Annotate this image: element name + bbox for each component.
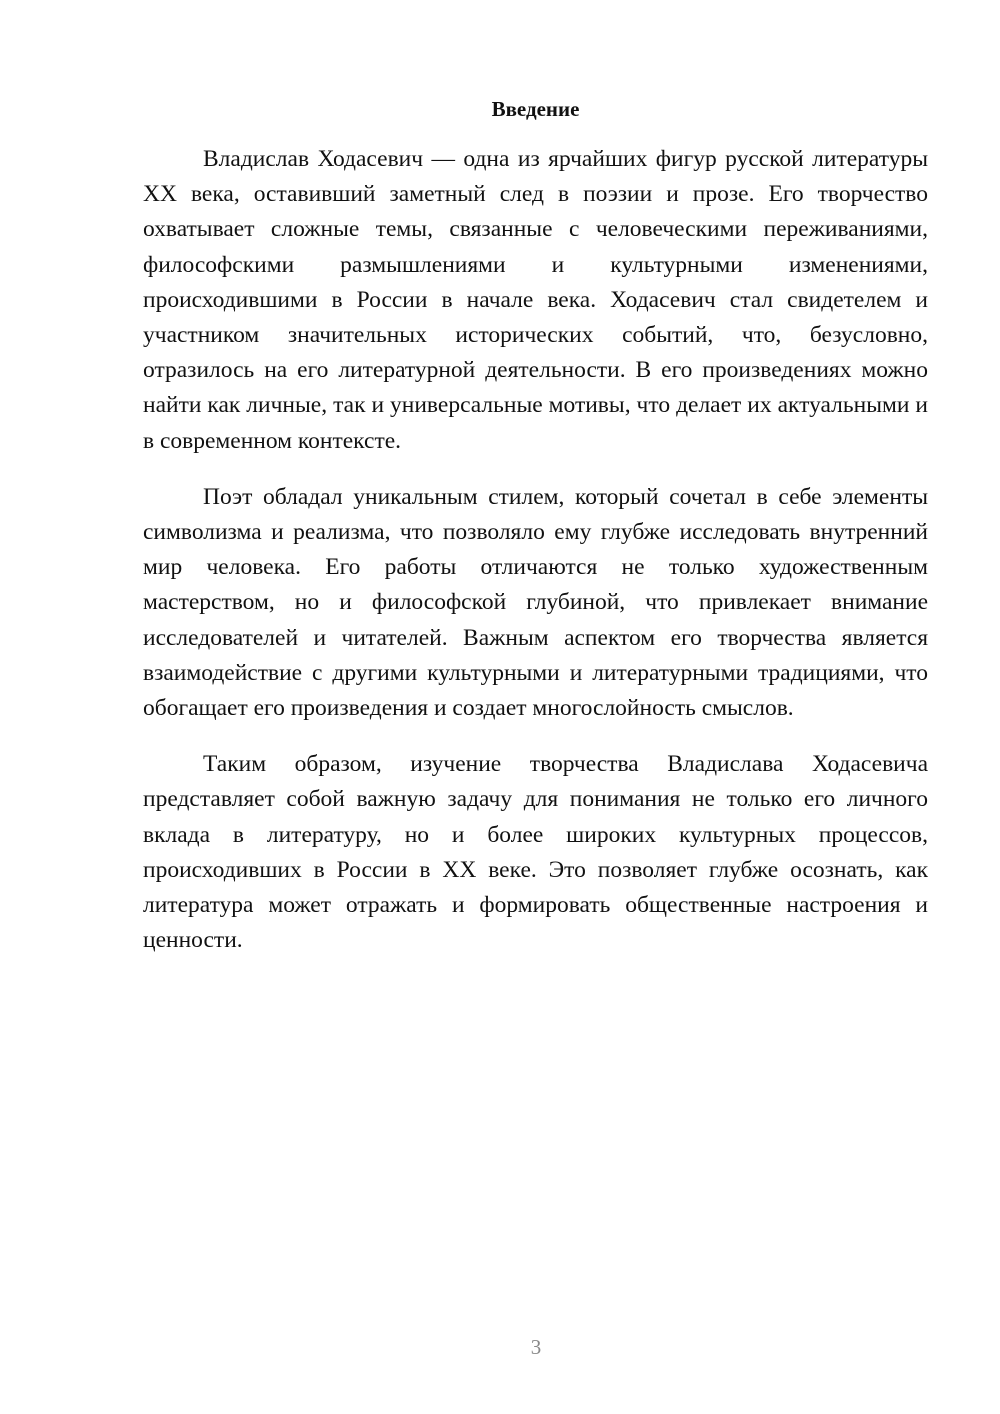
paragraph-1: Владислав Ходасевич — одна из ярчайших фигур русской литературы XX века, оставивший заметный след в поэзии и прозе. Его творчество охватывает сложные темы, связанные с человеческими переживаниями, философскими размышлениями и культурными изменениями, происходившими в России в начале века. Ходасевич стал свидетелем и участником значительных исторических событий, что, безусловно, отразилось на его литературной деятельности. В его произведениях можно найти как личные, так и универсальные мотивы, что делает их актуальными и в современном контексте. xyxy=(143,146,928,454)
paragraph-2: Поэт обладал уникальным стилем, который сочетал в себе элементы символизма и реализма, что позволяло ему глубже исследовать внутренний мир человека. Его работы отличаются не только художественным мастерством, но и философской глубиной, что привлекает внимание исследователей и читателей. Важным аспектом его творчества является взаимодействие с другими культурными и литературными традициями, что обогащает его произведения и создает многослойность смыслов. xyxy=(143,483,928,722)
page-number: 3 xyxy=(530,1335,542,1359)
paragraph-3: Таким образом, изучение творчества Владислава Ходасевича представляет собой важную задачу для понимания не только его личного вклада в литературу, но и более широких культурных процессов, происходивших в России в XX веке. Это позволяет глубже осознать, как литература может отражать и формировать общественные настроения и ценности. xyxy=(143,751,928,954)
page-content xyxy=(143,92,928,979)
section-heading: Введение xyxy=(491,97,580,121)
